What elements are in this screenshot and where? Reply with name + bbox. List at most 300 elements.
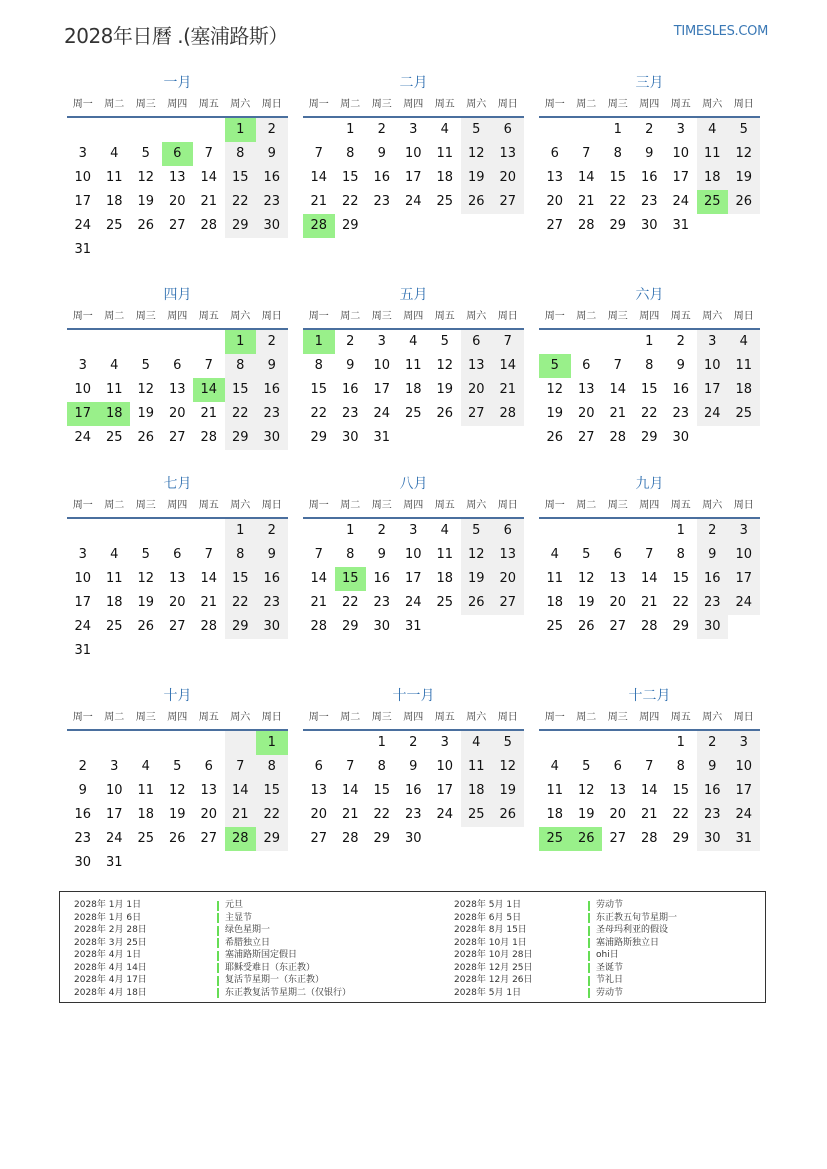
day-cell: 22 (672, 595, 690, 610)
day-cell: 6 (461, 330, 493, 354)
legend-marker (588, 976, 590, 986)
day-cell: 25 (436, 194, 454, 209)
empty-cell (303, 519, 335, 543)
day-cell: 31 (373, 430, 391, 445)
day-cell: 15 (225, 567, 257, 591)
legend-date: 2028年 4月 17日 (74, 975, 147, 985)
day-cell: 26 (492, 803, 524, 827)
weekday-header (67, 495, 288, 519)
day-cell: 8 (256, 755, 288, 779)
empty-cell (634, 519, 666, 543)
legend-holiday-name: 劳动节 (596, 987, 624, 998)
weekday-label: 周四 (403, 99, 424, 110)
weekday-label: 周五 (670, 99, 691, 110)
weekday-label: 周五 (434, 99, 455, 110)
day-cell: 12 (137, 170, 155, 185)
week-row (67, 354, 288, 378)
week-row (303, 591, 524, 615)
day-cell: 26 (436, 406, 454, 421)
day-cell: 19 (461, 567, 493, 591)
day-cell: 15 (225, 378, 257, 402)
week-row (539, 118, 760, 142)
day-cell: 8 (346, 146, 355, 161)
legend-holiday-name: 圣诞节 (596, 962, 624, 973)
week-row (67, 214, 288, 238)
day-cell: 6 (173, 358, 182, 373)
weekday-label: 周五 (198, 311, 219, 322)
day-cell: 18 (436, 170, 454, 185)
weekday-header (303, 707, 524, 731)
week-row (67, 731, 288, 755)
week-row (303, 803, 524, 827)
day-cell: 3 (377, 334, 386, 349)
weekday-header (539, 495, 760, 519)
week-row (303, 779, 524, 803)
day-cell: 22 (609, 194, 627, 209)
day-cell: 13 (461, 354, 493, 378)
day-cell: 9 (256, 142, 288, 166)
weekday-label: 周四 (639, 311, 660, 322)
day-cell: 1 (676, 523, 685, 538)
day-cell: 24 (728, 591, 760, 615)
day-cell: 29 (672, 831, 690, 846)
day-cell: 9 (377, 547, 386, 562)
day-cell: 15 (225, 166, 257, 190)
day-cell: 6 (492, 118, 524, 142)
legend-date: 2028年 4月 1日 (74, 950, 142, 960)
week-row (539, 402, 760, 426)
legend-holiday-name: 塞浦路斯国定假日 (225, 950, 298, 960)
weekday-label: 周日 (261, 99, 282, 110)
day-cell: 28 (200, 430, 218, 445)
weekday-label: 周一 (308, 99, 329, 110)
weekday-label: 周六 (230, 99, 251, 110)
weekday-label: 周二 (340, 712, 361, 723)
day-cell: 7 (582, 146, 591, 161)
empty-cell (130, 639, 162, 663)
day-cell: 2 (676, 334, 685, 349)
weekday-label: 周日 (497, 99, 518, 110)
week-row (67, 519, 288, 543)
legend-date: 2028年 5月 1日 (454, 987, 522, 998)
month-name: 十二月 (628, 688, 671, 704)
weekday-label: 周六 (702, 311, 723, 322)
weekday-label: 周日 (261, 712, 282, 723)
empty-cell (225, 731, 257, 755)
empty-cell (571, 519, 603, 543)
empty-cell (67, 330, 99, 354)
empty-cell (193, 330, 225, 354)
week-row (67, 543, 288, 567)
month-6 (539, 284, 760, 450)
day-cell: 11 (728, 354, 760, 378)
day-cell: 21 (341, 807, 359, 822)
legend-marker (217, 976, 219, 986)
day-cell: 29 (341, 218, 359, 233)
weekday-label: 周日 (497, 311, 518, 322)
day-cell: 30 (256, 214, 288, 238)
day-cell: 8 (645, 358, 654, 373)
day-cell: 6 (492, 519, 524, 543)
month-name: 十一月 (392, 688, 435, 704)
week-row (303, 426, 524, 450)
day-cell: 16 (256, 166, 288, 190)
weekday-label: 周四 (167, 99, 188, 110)
day-cell: 11 (546, 783, 564, 798)
day-cell: 26 (728, 190, 760, 214)
empty-cell (193, 639, 225, 663)
day-cell: 8 (346, 547, 355, 562)
day-cell: 9 (676, 358, 685, 373)
day-cell: 8 (676, 759, 685, 774)
day-cell: 23 (697, 803, 729, 827)
weekday-label: 周二 (104, 500, 125, 511)
day-cell: 10 (74, 571, 92, 586)
day-cell: 3 (728, 519, 760, 543)
day-cell: 5 (582, 759, 591, 774)
empty-cell (461, 426, 493, 450)
day-cell: 31 (74, 643, 92, 658)
legend-date: 2028年 5月 1日 (454, 900, 522, 910)
empty-cell (728, 214, 760, 238)
day-cell: 21 (310, 194, 328, 209)
day-cell: 17 (105, 807, 123, 822)
legend-date: 2028年 1月 1日 (74, 900, 142, 910)
legend-marker (217, 951, 219, 961)
day-cell: 30 (697, 827, 729, 851)
weekday-label: 周日 (261, 311, 282, 322)
legend-date: 2028年 12月 26日 (454, 975, 533, 985)
day-cell: 13 (168, 571, 186, 586)
empty-cell (162, 238, 194, 262)
week-row (67, 567, 288, 591)
day-cell: 30 (256, 426, 288, 450)
weekday-label: 周一 (544, 500, 565, 511)
day-cell: 16 (640, 170, 658, 185)
day-cell: 20 (577, 406, 595, 421)
day-cell: 28 (640, 619, 658, 634)
weekday-header (67, 94, 288, 118)
month-1 (67, 72, 288, 262)
week-row (303, 118, 524, 142)
weekday-label: 周四 (639, 712, 660, 723)
day-cell: 16 (74, 807, 92, 822)
day-cell: 3 (110, 759, 119, 774)
brand-logo[interactable]: TIMESLES.COM (673, 24, 768, 39)
day-cell: 20 (168, 595, 186, 610)
day-cell: 19 (728, 166, 760, 190)
weekday-label: 周二 (576, 500, 597, 511)
empty-cell (193, 519, 225, 543)
weekday-label: 周三 (607, 99, 628, 110)
empty-cell (429, 827, 461, 851)
day-cell: 3 (697, 330, 729, 354)
weekday-label: 周五 (198, 712, 219, 723)
day-cell: 12 (461, 543, 493, 567)
weekday-label: 周六 (230, 500, 251, 511)
weekday-label: 周三 (135, 99, 156, 110)
empty-cell (571, 330, 603, 354)
empty-cell (398, 426, 430, 450)
day-cell: 3 (676, 122, 685, 137)
day-cell: 12 (168, 783, 186, 798)
weekday-label: 周三 (371, 500, 392, 511)
day-cell: 4 (461, 731, 493, 755)
day-cell: 15 (672, 783, 690, 798)
legend-holiday-name: 复活节星期一（东正教） (225, 975, 325, 985)
day-cell: 9 (256, 354, 288, 378)
day-cell: 1 (346, 122, 355, 137)
legend-date: 2028年 10月 1日 (454, 937, 527, 948)
weekday-label: 周四 (403, 500, 424, 511)
weekday-label: 周三 (371, 99, 392, 110)
day-cell: 25 (137, 831, 155, 846)
day-cell: 20 (310, 807, 328, 822)
weekday-header (539, 306, 760, 330)
empty-cell (728, 615, 760, 639)
day-cell: 10 (672, 146, 690, 161)
day-cell: 14 (492, 354, 524, 378)
empty-cell (67, 118, 99, 142)
weekday-label: 周三 (607, 311, 628, 322)
weekday-label: 周五 (434, 311, 455, 322)
day-cell: 26 (137, 619, 155, 634)
day-cell: 10 (373, 358, 391, 373)
week-row (539, 567, 760, 591)
week-row (539, 166, 760, 190)
day-cell: 9 (346, 358, 355, 373)
day-cell: 22 (225, 591, 257, 615)
day-cell: 17 (697, 378, 729, 402)
day-cell: 3 (728, 731, 760, 755)
day-cell: 12 (492, 755, 524, 779)
week-row (67, 827, 288, 851)
legend-marker (217, 963, 219, 973)
weekday-label: 周一 (544, 311, 565, 322)
weekday-label: 周六 (702, 712, 723, 723)
day-cell: 26 (571, 827, 603, 851)
weekday-label: 周四 (167, 712, 188, 723)
day-cell: 14 (577, 170, 595, 185)
day-cell: 24 (373, 406, 391, 421)
day-cell: 29 (341, 619, 359, 634)
day-cell: 7 (204, 358, 213, 373)
month-2 (303, 72, 524, 238)
day-cell: 7 (204, 146, 213, 161)
empty-cell (492, 615, 524, 639)
day-cell: 26 (137, 430, 155, 445)
day-cell: 9 (697, 543, 729, 567)
weekday-label: 周日 (733, 311, 754, 322)
day-cell: 4 (697, 118, 729, 142)
day-cell: 27 (310, 831, 328, 846)
day-cell: 21 (200, 194, 218, 209)
week-row (303, 166, 524, 190)
day-cell: 22 (256, 803, 288, 827)
weekday-label: 周日 (733, 99, 754, 110)
day-cell: 25 (105, 619, 123, 634)
month-7 (67, 473, 288, 663)
legend-holiday-name: 元旦 (225, 900, 244, 910)
day-cell: 19 (577, 595, 595, 610)
day-cell: 3 (440, 735, 449, 750)
day-cell: 4 (440, 122, 449, 137)
day-cell: 7 (613, 358, 622, 373)
weekday-label: 周六 (702, 99, 723, 110)
legend-marker (588, 951, 590, 961)
empty-cell (130, 330, 162, 354)
weekday-label: 周四 (403, 311, 424, 322)
day-cell: 18 (546, 807, 564, 822)
day-cell: 28 (225, 827, 257, 851)
day-cell: 12 (436, 358, 454, 373)
weekday-label: 周三 (371, 712, 392, 723)
day-cell: 27 (546, 218, 564, 233)
day-cell: 30 (697, 615, 729, 639)
day-cell: 10 (697, 354, 729, 378)
empty-cell (99, 639, 131, 663)
day-cell: 26 (546, 430, 564, 445)
empty-cell (162, 639, 194, 663)
day-cell: 25 (697, 190, 729, 214)
legend-marker (588, 938, 590, 948)
weekday-label: 周五 (198, 99, 219, 110)
day-cell: 31 (672, 218, 690, 233)
day-cell: 24 (105, 831, 123, 846)
day-cell: 1 (346, 523, 355, 538)
weekday-header (67, 707, 288, 731)
day-cell: 4 (409, 334, 418, 349)
day-cell: 8 (676, 547, 685, 562)
week-row (303, 354, 524, 378)
day-cell: 25 (105, 430, 123, 445)
legend-holiday-name: 主显节 (225, 912, 253, 923)
day-cell: 23 (341, 406, 359, 421)
empty-cell (335, 731, 367, 755)
week-row (67, 238, 288, 262)
legend-date: 2028年 4月 18日 (74, 987, 147, 998)
empty-cell (256, 238, 288, 262)
day-cell: 7 (346, 759, 355, 774)
weekday-label: 周四 (639, 99, 660, 110)
day-cell: 5 (582, 547, 591, 562)
weekday-label: 周二 (576, 311, 597, 322)
month-name: 一月 (163, 75, 192, 91)
empty-cell (429, 426, 461, 450)
day-cell: 8 (613, 146, 622, 161)
day-cell: 12 (137, 571, 155, 586)
day-cell: 29 (225, 426, 257, 450)
empty-cell (303, 731, 335, 755)
week-row (303, 615, 524, 639)
day-cell: 18 (697, 166, 729, 190)
empty-cell (193, 238, 225, 262)
weekday-header (303, 306, 524, 330)
empty-cell (602, 731, 634, 755)
day-cell: 25 (728, 402, 760, 426)
day-cell: 1 (303, 330, 335, 354)
day-cell: 17 (74, 595, 92, 610)
day-cell: 2 (645, 122, 654, 137)
day-cell: 12 (546, 382, 564, 397)
legend-date: 2028年 1月 6日 (74, 912, 142, 923)
day-cell: 6 (173, 547, 182, 562)
day-cell: 13 (200, 783, 218, 798)
day-cell: 11 (546, 571, 564, 586)
week-row (539, 330, 760, 354)
empty-cell (571, 731, 603, 755)
weekday-label: 周一 (72, 99, 93, 110)
weekday-label: 周六 (702, 500, 723, 511)
day-cell: 11 (105, 170, 123, 185)
empty-cell (461, 827, 493, 851)
day-cell: 6 (613, 547, 622, 562)
day-cell: 21 (200, 406, 218, 421)
month-name: 六月 (635, 287, 664, 303)
day-cell: 23 (373, 595, 391, 610)
day-cell: 16 (256, 567, 288, 591)
day-cell: 14 (341, 783, 359, 798)
week-row (303, 402, 524, 426)
empty-cell (366, 214, 398, 238)
day-cell: 3 (78, 358, 87, 373)
day-cell: 16 (373, 571, 391, 586)
day-cell: 10 (74, 170, 92, 185)
day-cell: 2 (256, 330, 288, 354)
day-cell: 16 (697, 779, 729, 803)
day-cell: 9 (409, 759, 418, 774)
weekday-header (539, 707, 760, 731)
day-cell: 4 (550, 547, 559, 562)
weekday-label: 周日 (497, 500, 518, 511)
day-cell: 14 (200, 170, 218, 185)
week-row (303, 827, 524, 851)
week-row (539, 591, 760, 615)
month-11 (303, 685, 524, 851)
weekday-label: 周一 (72, 311, 93, 322)
day-cell: 22 (672, 807, 690, 822)
day-cell: 2 (697, 731, 729, 755)
week-row (67, 851, 288, 875)
weekday-label: 周一 (544, 712, 565, 723)
day-cell: 17 (728, 567, 760, 591)
weekday-label: 周四 (403, 712, 424, 723)
weekday-label: 周三 (607, 500, 628, 511)
day-cell: 9 (377, 146, 386, 161)
day-cell: 7 (492, 330, 524, 354)
empty-cell (461, 214, 493, 238)
day-cell: 27 (492, 190, 524, 214)
day-cell: 6 (613, 759, 622, 774)
day-cell: 30 (341, 430, 359, 445)
day-cell: 19 (137, 406, 155, 421)
weekday-label: 周二 (340, 500, 361, 511)
week-row (303, 330, 524, 354)
weekday-header (539, 94, 760, 118)
day-cell: 8 (314, 358, 323, 373)
day-cell: 5 (141, 358, 150, 373)
day-cell: 2 (409, 735, 418, 750)
day-cell: 29 (225, 615, 257, 639)
day-cell: 2 (256, 519, 288, 543)
day-cell: 10 (404, 547, 422, 562)
week-row (539, 731, 760, 755)
day-cell: 5 (539, 354, 571, 378)
day-cell: 25 (404, 406, 422, 421)
legend-date: 2028年 8月 15日 (454, 925, 527, 935)
day-cell: 28 (200, 619, 218, 634)
weekday-label: 周五 (670, 712, 691, 723)
